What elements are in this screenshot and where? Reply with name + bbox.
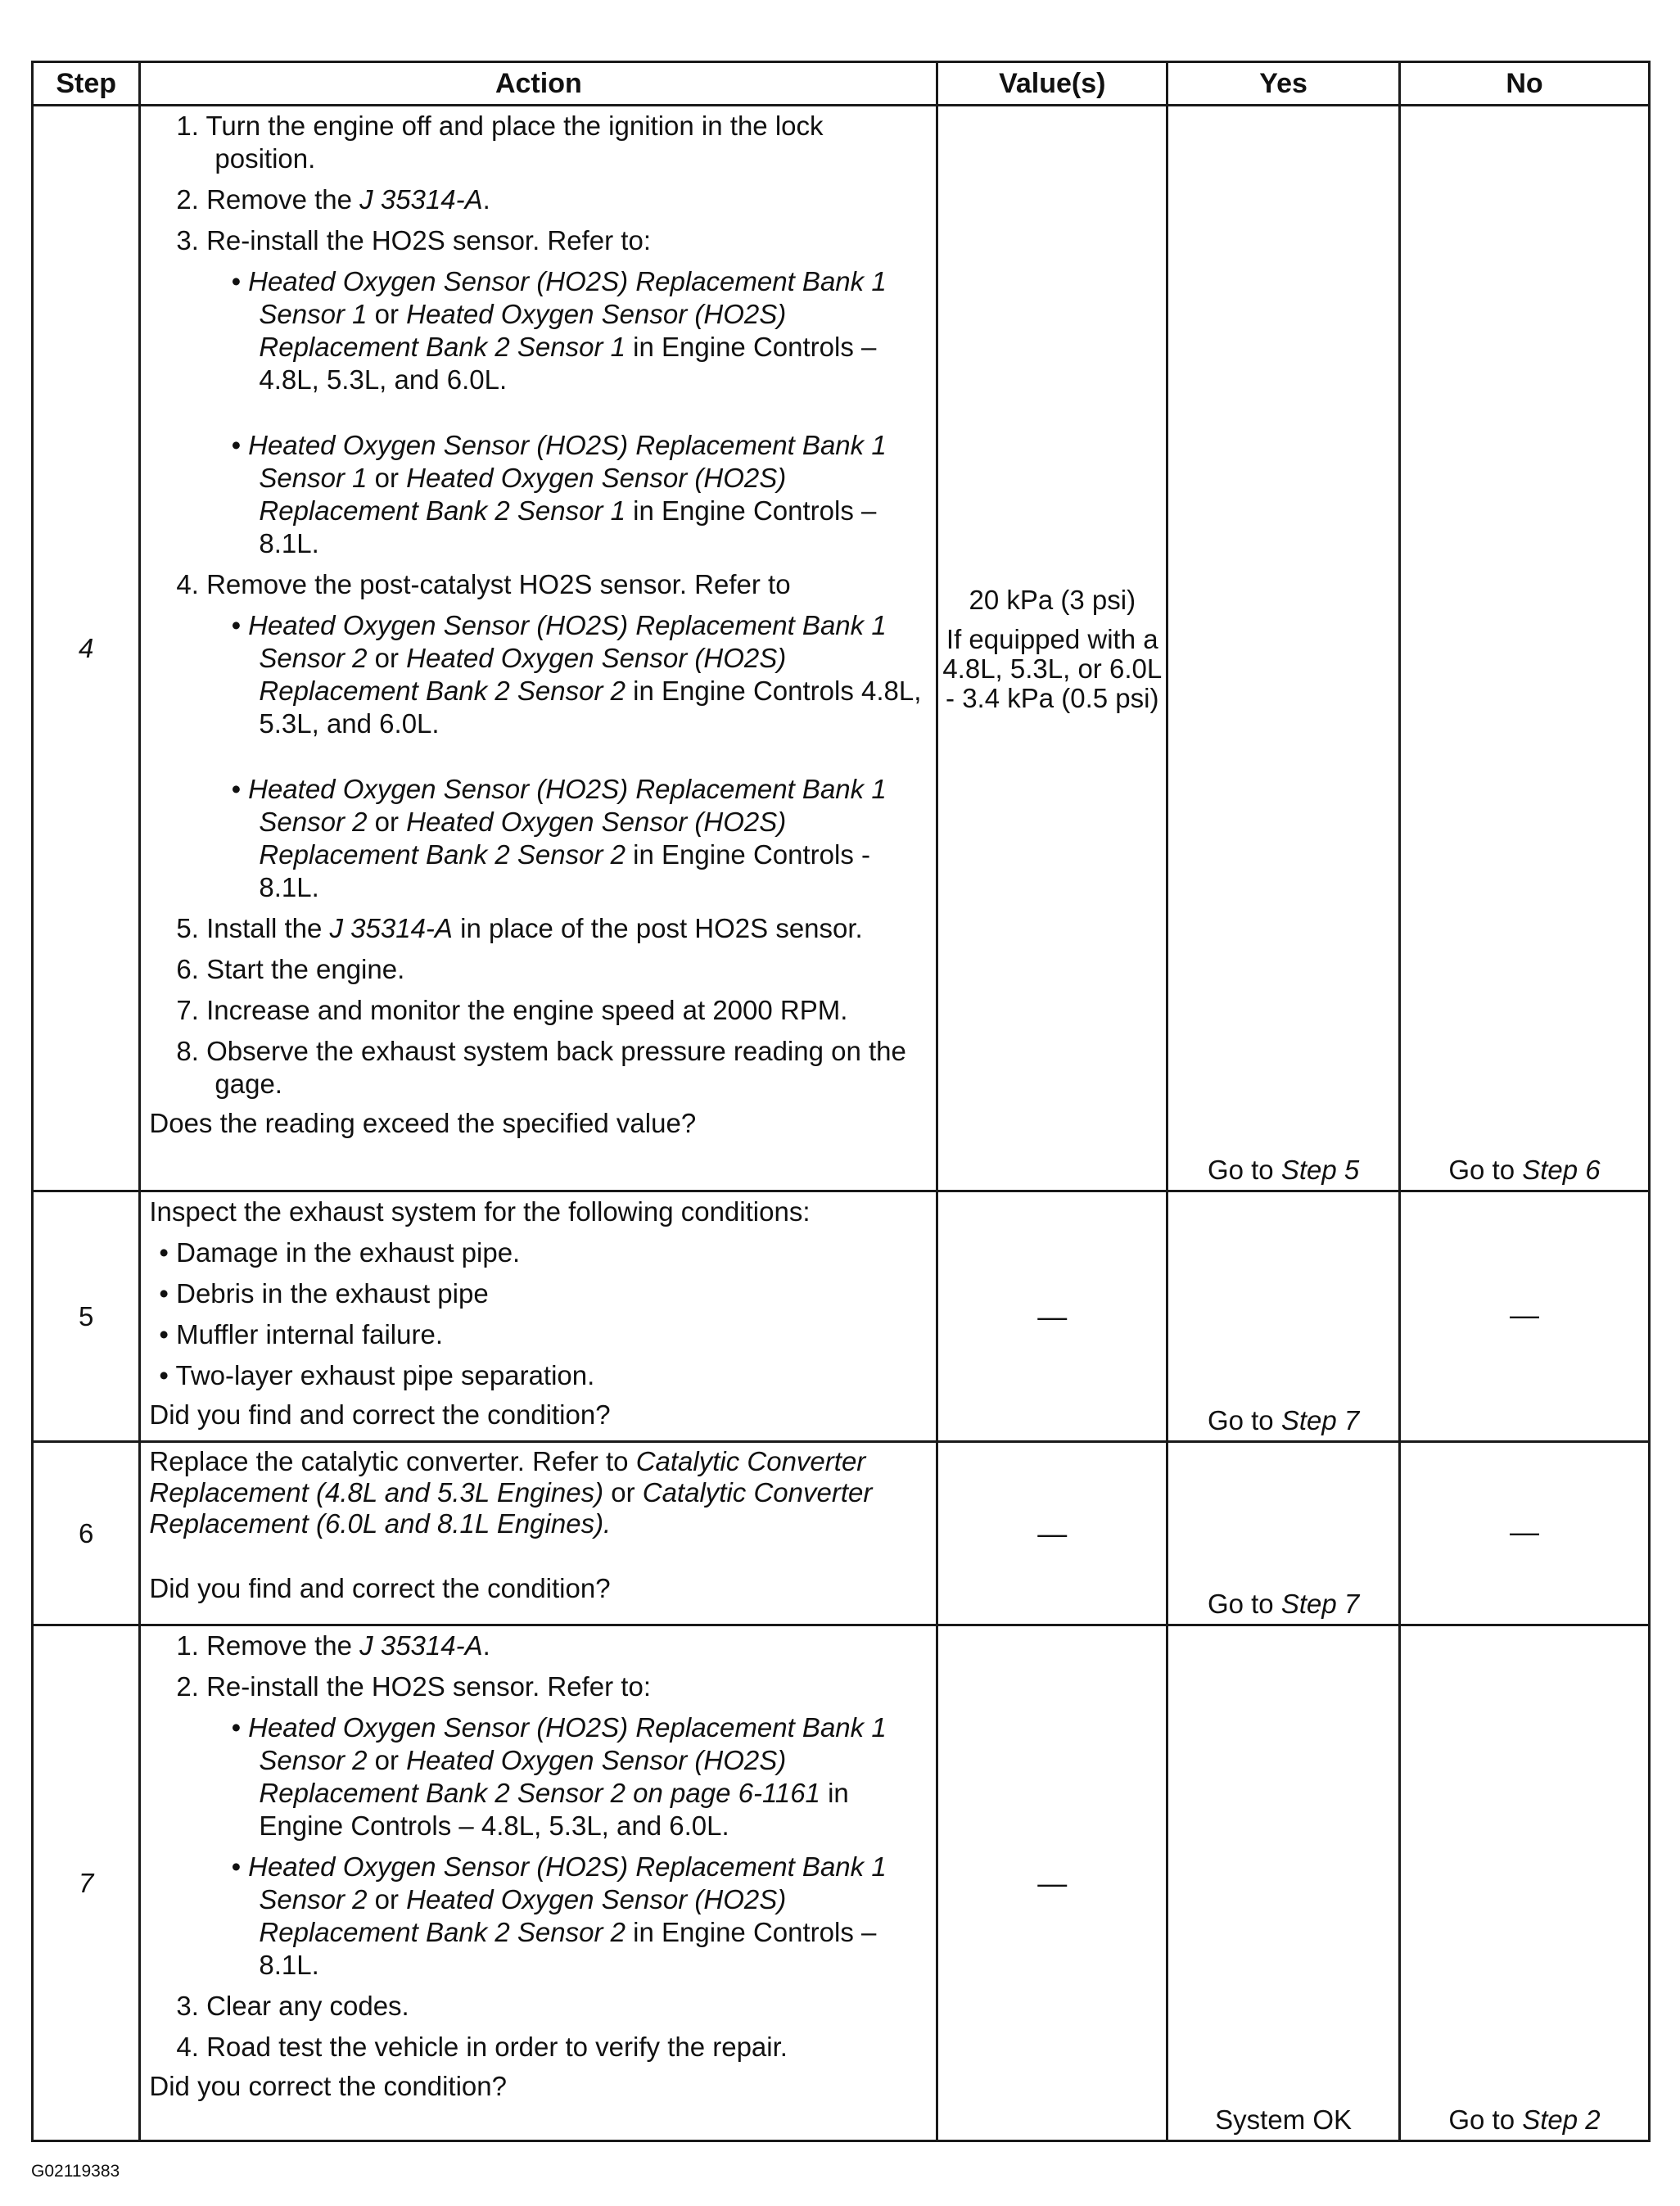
step-7-item-2: 2. Re-install the HO2S sensor. Refer to: [176, 1671, 651, 1702]
step-7-action [140, 1625, 937, 2141]
step-5-no: — [1400, 1191, 1650, 1442]
header-values: Value(s) [937, 62, 1167, 106]
step-7-row [33, 1625, 1650, 2141]
step-7-item-3: 3. Clear any codes. [176, 1991, 409, 2021]
step-4-item-1: 1. Turn the engine off and place the ignition in the lock position. [176, 111, 824, 174]
step-4-question: Does the reading exceed the specified value? [149, 1108, 697, 1138]
step-4-ref-bullet-1: • Heated Oxygen Sensor (HO2S) Replacement Bank 1 Sensor 1 or Heated Oxygen Sensor (HO2S) Replacement Bank 2 Sensor 1 in Engine Controls – 4.8L, 5.3L, and 6.0L. [231, 266, 887, 395]
step-5-row [33, 1191, 1650, 1442]
step-4-number: 4 [33, 106, 140, 1191]
step-5-values: — [937, 1191, 1167, 1442]
step-5-number: 5 [33, 1191, 140, 1442]
step-5-condition-1: • Damage in the exhaust pipe. [159, 1237, 521, 1268]
step-4-ref-bullet-2: • Heated Oxygen Sensor (HO2S) Replacement Bank 1 Sensor 1 or Heated Oxygen Sensor (HO2S) Replacement Bank 2 Sensor 1 in Engine Controls – 8.1L. [231, 430, 887, 558]
step-7-item-1: 1. Remove the J 35314-A. [176, 1630, 490, 1661]
step-7-number: 7 [33, 1625, 140, 2141]
figure-code: G02119383 [31, 2162, 120, 2181]
step-7-no: Go to Step 2 [1400, 1625, 1650, 2141]
step-5-question: Did you find and correct the condition? [149, 1399, 611, 1430]
step-7-ref-bullet-1: • Heated Oxygen Sensor (HO2S) Replacement Bank 1 Sensor 2 or Heated Oxygen Sensor (HO2S) Replacement Bank 2 Sensor 2 on page 6-1161 in Engine Controls – 4.8L, 5.3L, and 6.0L. [231, 1712, 887, 1841]
step-6-row [33, 1442, 1650, 1625]
step-4-item-5: 5. Install the J 35314-A in place of the post HO2S sensor. [176, 913, 863, 943]
step-5-condition-2: • Debris in the exhaust pipe [159, 1278, 489, 1309]
step-4-item-8: 8. Observe the exhaust system back pressure reading on the gage. [176, 1036, 906, 1099]
step-4-item-4: 4. Remove the post-catalyst HO2S sensor. Refer to [176, 569, 791, 599]
step-4-no: Go to Step 6 [1400, 106, 1650, 1191]
header-row [33, 62, 1650, 106]
step-5-intro: Inspect the exhaust system for the following conditions: [149, 1196, 811, 1227]
step-4-action [140, 106, 937, 1191]
step-4-row [33, 106, 1650, 1191]
step-7-yes: System OK [1167, 1625, 1400, 2141]
step-7-question: Did you correct the condition? [149, 2071, 507, 2101]
step-6-action [140, 1442, 937, 1625]
step-4-values [937, 106, 1167, 1191]
diagnostic-table [31, 61, 1651, 2142]
step-5-condition-3: • Muffler internal failure. [159, 1319, 443, 1349]
step-4-item-6: 6. Start the engine. [176, 954, 405, 984]
step-5-action [140, 1191, 937, 1442]
header-yes: Yes [1167, 62, 1400, 106]
step-7-values: — [937, 1625, 1167, 2141]
step-6-instruction: Replace the catalytic converter. Refer to Catalytic Converter Replacement (4.8L and 5.3L Engines) or Catalytic Converter Replacement (6.0L and 8.1L Engines). [149, 1446, 873, 1539]
step-6-no: — [1400, 1442, 1650, 1625]
step-6-question: Did you find and correct the condition? [149, 1573, 611, 1603]
step-4-value-alternate: If equipped with a 4.8L, 5.3L, or 6.0L - 3.4 kPa (0.5 psi) [942, 623, 1163, 713]
step-4-ref-bullet-3: • Heated Oxygen Sensor (HO2S) Replacement Bank 1 Sensor 2 or Heated Oxygen Sensor (HO2S) Replacement Bank 2 Sensor 2 in Engine Controls 4.8L, 5.3L, and 6.0L. [231, 610, 922, 739]
step-6-yes: Go to Step 7 [1167, 1442, 1400, 1625]
step-7-ref-bullet-2: • Heated Oxygen Sensor (HO2S) Replacement Bank 1 Sensor 2 or Heated Oxygen Sensor (HO2S) Replacement Bank 2 Sensor 2 in Engine Controls – 8.1L. [231, 1851, 887, 1980]
step-7-item-4: 4. Road test the vehicle in order to verify the repair. [176, 2032, 788, 2062]
step-4-item-7: 7. Increase and monitor the engine speed at 2000 RPM. [176, 995, 848, 1025]
step-6-number: 6 [33, 1442, 140, 1625]
step-6-values: — [937, 1442, 1167, 1625]
header-no: No [1400, 62, 1650, 106]
header-step: Step [33, 62, 140, 106]
step-4-yes: Go to Step 5 [1167, 106, 1400, 1191]
step-4-ref-bullet-4: • Heated Oxygen Sensor (HO2S) Replacement Bank 1 Sensor 2 or Heated Oxygen Sensor (HO2S) Replacement Bank 2 Sensor 2 in Engine Controls - 8.1L. [231, 774, 887, 902]
step-4-item-2: 2. Remove the J 35314-A. [176, 184, 490, 215]
step-5-condition-4: • Two-layer exhaust pipe separation. [159, 1360, 595, 1390]
step-4-item-3: 3. Re-install the HO2S sensor. Refer to: [176, 225, 651, 255]
step-4-value-primary: 20 kPa (3 psi) [969, 584, 1136, 615]
step-5-yes: Go to Step 7 [1167, 1191, 1400, 1442]
header-action: Action [140, 62, 937, 106]
